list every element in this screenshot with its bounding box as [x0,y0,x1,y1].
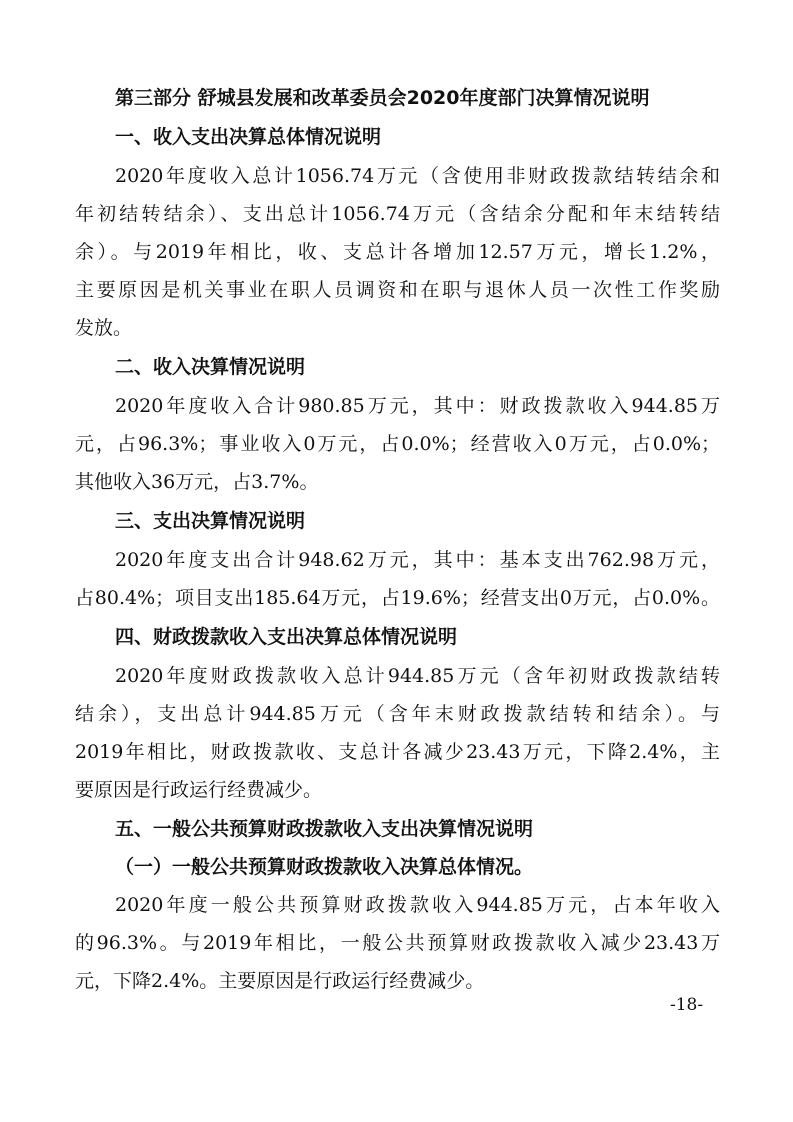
section-4-paragraph-line: 要原因是行政运行经费减少。 [75,779,323,801]
section-1-paragraph-line: 余）。与2019年相比，收、支总计各增加12.57万元，增长1.2%， [75,241,720,263]
section-1-paragraph-line: 发放。 [75,317,133,339]
section-5-paragraph-line: 2020年度一般公共预算财政拨款收入944.85万元，占本年收入 [115,894,720,916]
section-4-paragraph-line: 2019年相比，财政拨款收、支总计各减少23.43万元，下降2.4%，主 [75,741,720,763]
page-title: 第三部分 舒城县发展和改革委员会2020年度部门决算情况说明 [115,87,650,109]
section-1-paragraph-line: 主要原因是机关事业在职人员调资和在职与退休人员一次性工作奖励 [75,279,720,301]
section-2-paragraph-line: 其他收入36万元，占3.7%。 [75,471,319,493]
section-2-paragraph-line: 2020年度收入合计980.85万元，其中：财政拨款收入944.85万 [115,395,720,417]
section-1-heading: 一、收入支出决算总体情况说明 [115,126,382,148]
section-3-paragraph-line: 占80.4%；项目支出185.64万元，占19.6%；经营支出0万元，占0.0%。 [75,587,720,609]
section-4-paragraph-line: 2020年度财政拨款收入总计944.85万元（含年初财政拨款结转 [115,665,720,687]
section-5-paragraph-line: 元，下降2.4%。主要原因是行政运行经费减少。 [75,970,485,992]
section-1-paragraph-line: 年初结转结余）、支出总计1056.74万元（含结余分配和年末结转结 [75,203,720,225]
section-3-heading: 三、支出决算情况说明 [115,510,306,532]
section-5-paragraph-line: 的96.3%。与2019年相比，一般公共预算财政拨款收入减少23.43万 [75,932,720,954]
section-5-subheading: （一）一般公共预算财政拨款收入决算总体情况。 [115,856,534,878]
section-4-paragraph-line: 结余），支出总计944.85万元（含年末财政拨款结转和结余）。与 [75,703,720,725]
section-2-paragraph-line: 元，占96.3%；事业收入0万元，占0.0%；经营收入0万元，占0.0%； [75,433,720,455]
section-3-paragraph-line: 2020年度支出合计948.62万元，其中：基本支出762.98万元， [115,549,720,571]
section-5-heading: 五、一般公共预算财政拨款收入支出决算情况说明 [115,818,534,840]
section-2-heading: 二、收入决算情况说明 [115,356,306,378]
section-1-paragraph-line: 2020年度收入总计1056.74万元（含使用非财政拨款结转结余和 [115,165,720,187]
page-number: -18- [670,995,704,1015]
section-4-heading: 四、财政拨款收入支出决算总体情况说明 [115,626,458,648]
